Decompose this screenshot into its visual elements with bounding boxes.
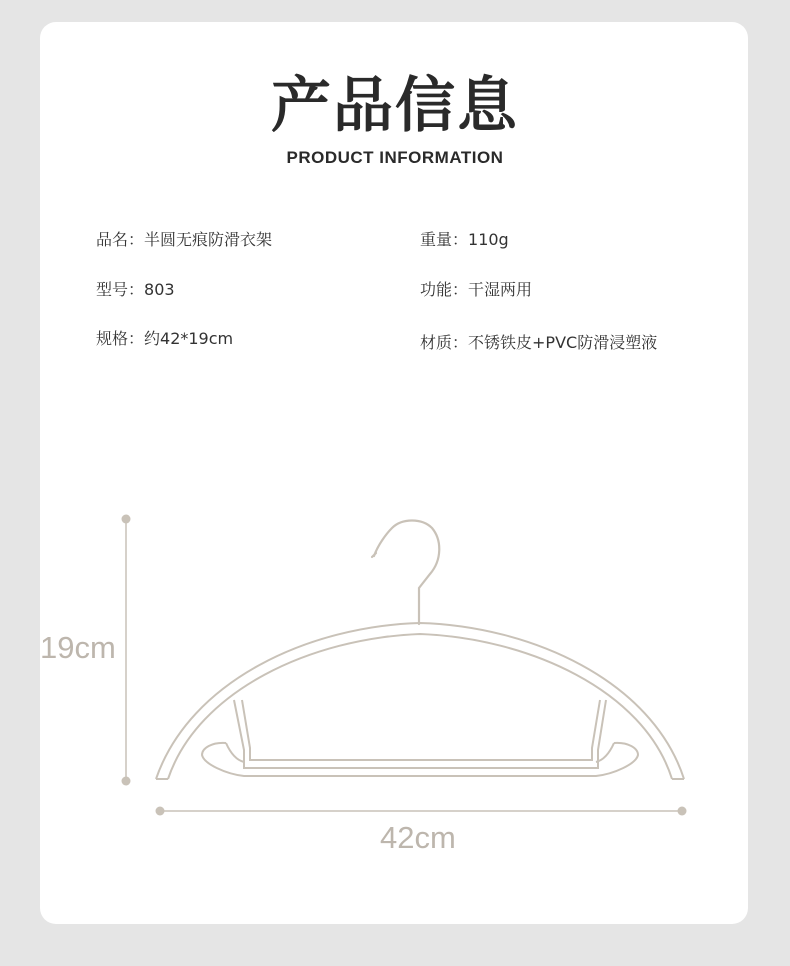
height-dimension-dot-bottom [122,777,131,786]
width-dimension-dot-left [156,807,165,816]
width-dimension-label: 42cm [380,820,456,855]
spec-function-value: 干湿两用 [468,280,533,299]
spec-name-label: 品名： [96,230,145,249]
spec-weight-value: 110g [468,230,509,249]
width-dimension-dot-right [678,807,687,816]
spec-function-label: 功能： [420,280,469,299]
hook-tip [372,553,376,557]
spec-size-label: 规格： [96,329,145,348]
spec-material-label: 材质： [420,333,469,352]
hanger-inner-frame-inner [242,700,600,760]
page-subtitle: PRODUCT INFORMATION [286,148,504,167]
spec-name-value: 半圆无痕防滑衣架 [144,230,273,249]
page-title: 产品信息 [271,71,519,141]
spec-size-value: 约42*19cm [144,329,234,348]
hanger-inner-frame [234,700,606,768]
hanger-hook [374,521,439,625]
spec-weight-label: 重量： [420,230,469,249]
spec-model-value: 803 [144,280,175,299]
left-notch [226,743,244,762]
spec-material-value: 不锈铁皮+PVC防滑浸塑液 [468,333,658,352]
height-dimension-label: 19cm [40,630,116,665]
height-dimension-dot-top [122,515,131,524]
spec-model-label: 型号： [96,280,145,299]
